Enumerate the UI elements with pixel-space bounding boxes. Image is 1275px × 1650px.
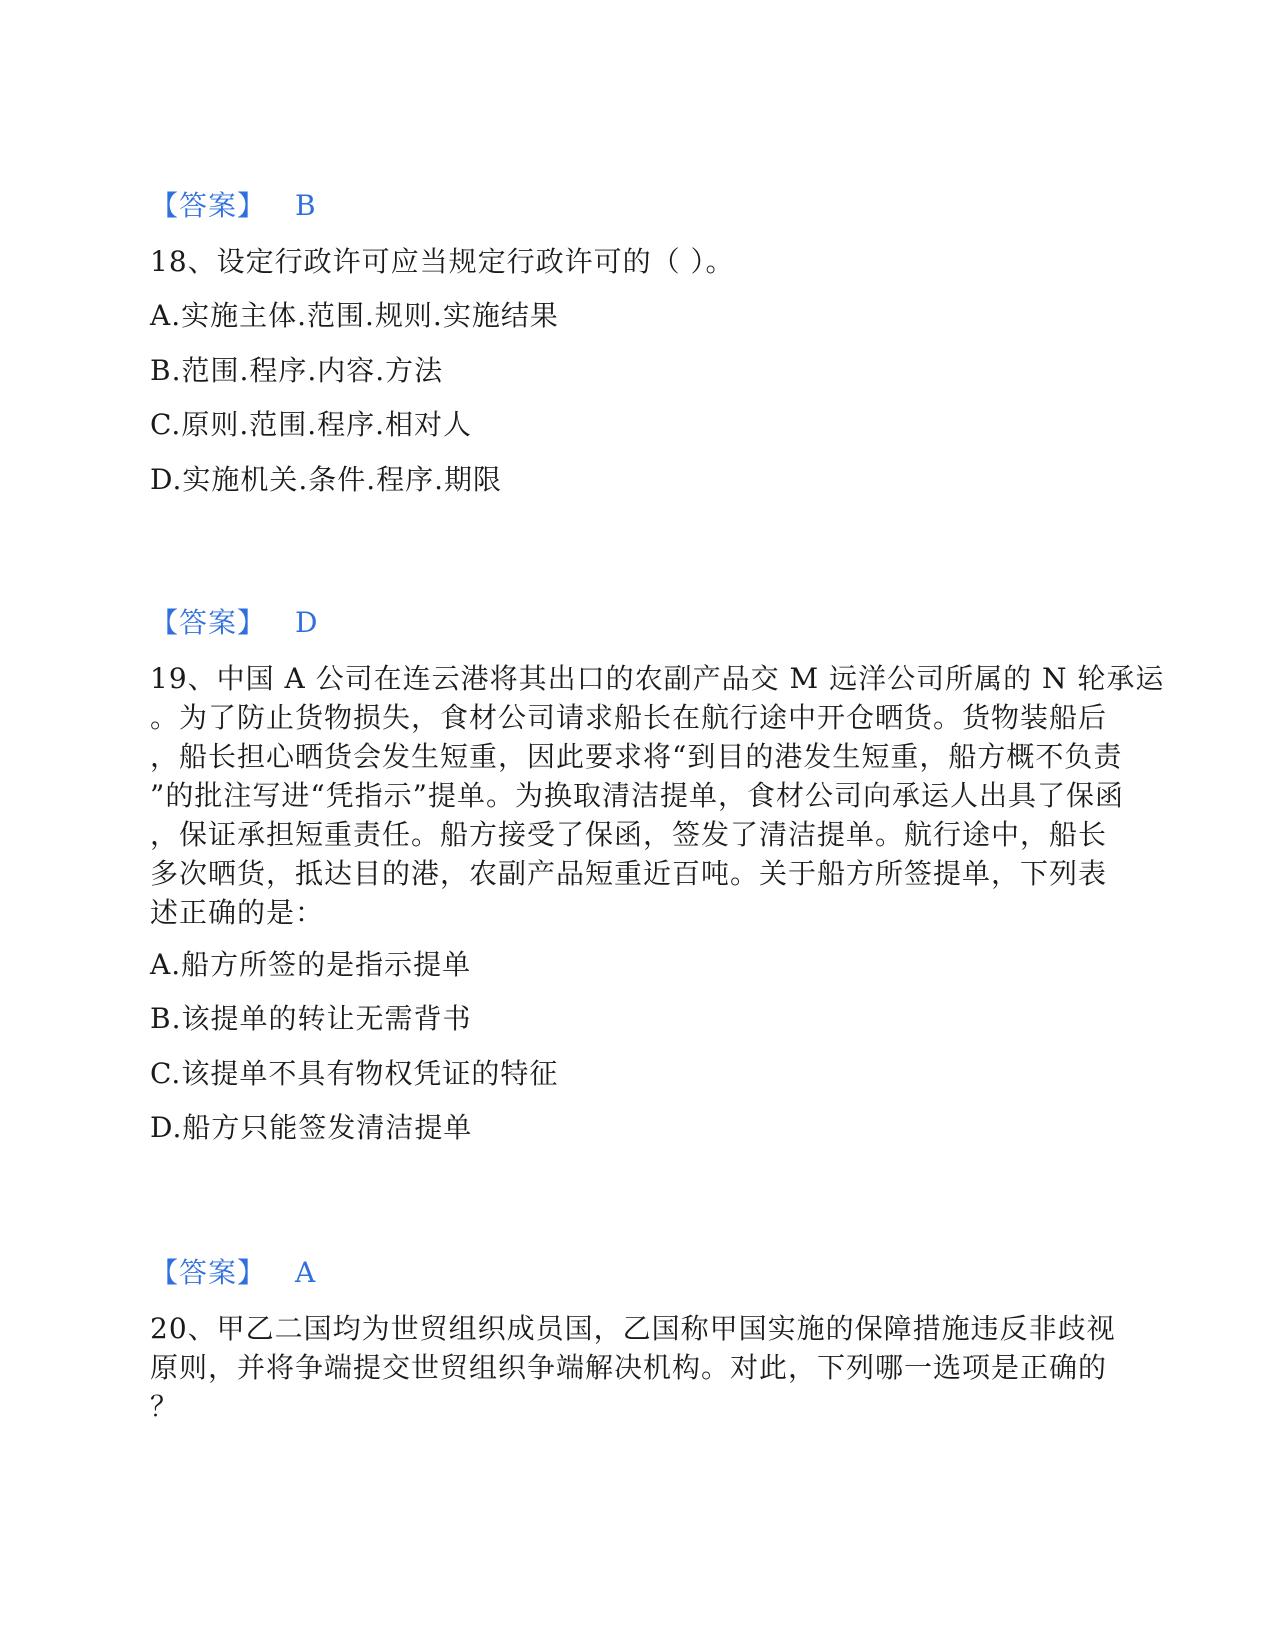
question-line: 。为了防止货物损失，食材公司请求船长在航行途中开仓晒货。货物装船后 (150, 701, 1108, 734)
answer-value: D (295, 606, 319, 639)
question-line: 19、中国 A 公司在连云港将其出口的农副产品交 M 远洋公司所属的 N 轮承运 (150, 662, 1165, 695)
option-c: C.原则.范围.程序.相对人 (150, 408, 473, 441)
question-line: ，保证承担短重责任。船方接受了保函，签发了清洁提单。航行途中，船长 (150, 818, 1108, 851)
question-text (150, 1309, 1120, 1426)
question-line: ？ (150, 1390, 180, 1423)
option-a: A.船方所签的是指示提单 (150, 948, 472, 981)
question-line: ，船长担心晒货会发生短重，因此要求将“到目的港发生短重，船方概不负责 (150, 740, 1123, 773)
question-text (150, 659, 1165, 932)
option-a: A.实施主体.范围.规则.实施结果 (150, 299, 559, 332)
answer-value: A (295, 1256, 317, 1289)
option-c: C.该提单不具有物权凭证的特征 (150, 1057, 559, 1090)
question-line: 原则，并将争端提交世贸组织争端解决机构。对此，下列哪一选项是正确的 (150, 1351, 1108, 1384)
answer-row (150, 1253, 317, 1293)
answer-label: 【答案】 (150, 606, 267, 639)
question-text: 18、设定行政许可应当规定行政许可的（ ）。 (150, 245, 735, 278)
option-d: D.船方只能签发清洁提单 (150, 1111, 473, 1144)
question-line: 述正确的是： (150, 896, 325, 929)
answer-label: 【答案】 (150, 1256, 267, 1289)
answer-row (150, 603, 319, 643)
answer-row (150, 186, 317, 226)
option-b: B.该提单的转让无需背书 (150, 1002, 472, 1035)
question-line: ”的批注写进“凭指示”提单。为换取清洁提单，食材公司向承运人出具了保函 (150, 779, 1124, 812)
option-d: D.实施机关.条件.程序.期限 (150, 463, 503, 496)
answer-value: B (295, 189, 317, 222)
question-line: 多次晒货，抵达目的港，农副产品短重近百吨。关于船方所签提单，下列表 (150, 857, 1108, 890)
question-line: 20、甲乙二国均为世贸组织成员国，乙国称甲国实施的保障措施违反非歧视 (150, 1312, 1116, 1345)
answer-label: 【答案】 (150, 189, 267, 222)
option-b: B.范围.程序.内容.方法 (150, 354, 444, 387)
